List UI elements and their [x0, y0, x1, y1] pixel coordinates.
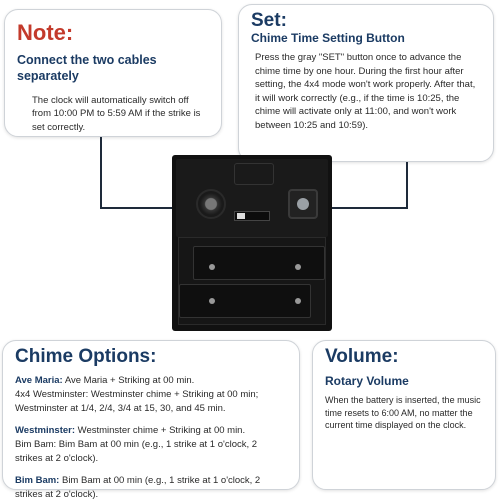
chime-text: Westminster chime + Striking at 00 min.	[75, 425, 246, 436]
chime-options-card	[2, 340, 300, 500]
volume-subtitle: Rotary Volume	[325, 374, 409, 388]
set-subtitle: Chime Time Setting Button	[251, 31, 405, 45]
set-title: Set:	[251, 10, 287, 31]
set-card	[238, 4, 494, 162]
set-connector-vertical	[406, 162, 408, 209]
chime-title: Chime Options:	[15, 346, 157, 367]
battery-slot-lower	[179, 284, 311, 318]
chime-text: Ave Maria + Striking at 00 min.	[62, 375, 195, 386]
chime-text: 4x4 Westminster: Westminster chime + Striking at 00 min; Westminster at 1/4, 2/4, 3/4 at 15, 30, and 45 min.	[15, 389, 259, 414]
chime-label: Ave Maria:	[15, 375, 63, 386]
note-title: Note:	[17, 20, 74, 45]
volume-knob	[196, 189, 226, 219]
note-connector-vertical	[100, 137, 102, 209]
chime-text: Bim Bam at 00 min (e.g., 1 strike at 1 o'clock, 2 strikes at 2 o'clock).	[15, 475, 261, 500]
note-card	[4, 9, 222, 137]
battery-contact	[209, 298, 215, 304]
chime-line	[15, 388, 287, 416]
chime-line	[15, 424, 287, 438]
note-body: The clock will automatically switch off from 10:00 PM to 5:59 AM if the strike is set correctly.	[32, 95, 201, 133]
set-button	[297, 198, 309, 210]
volume-title: Volume:	[325, 346, 399, 367]
set-body: Press the gray "SET" button once to advance the chime time by one hour. During the first hour after setting, the 4x4 mode won't work properly. After that, it will work correctly (e.g., if the time is 10:25, the chime will activate only at 11:00, and won't work between 10:25 and 10:59).	[255, 52, 476, 131]
chime-switch-knob	[237, 213, 245, 219]
battery-contact	[295, 298, 301, 304]
battery-compartment	[178, 237, 326, 325]
note-subtitle: Connect the two cables separately	[17, 53, 157, 83]
volume-body: When the battery is inserted, the music time resets to 6:00 AM, no matter the current time displayed on the clock.	[325, 395, 481, 431]
battery-contact	[209, 264, 215, 270]
chime-text: Bim Bam: Bim Bam at 00 min (e.g., 1 strike at 1 o'clock, 2 strikes at 2 o'clock).	[15, 439, 258, 464]
battery-contact	[295, 264, 301, 270]
set-button-frame	[288, 189, 318, 219]
volume-card	[312, 340, 496, 490]
chime-line	[15, 374, 287, 388]
chime-switch	[234, 211, 270, 221]
chime-line	[15, 474, 287, 502]
movement-slot	[234, 163, 274, 185]
chime-label: Bim Bam:	[15, 475, 60, 486]
battery-slot-upper	[193, 246, 325, 280]
clock-movement-image	[172, 155, 332, 331]
chime-label: Westminster:	[15, 425, 76, 436]
chime-line	[15, 438, 287, 466]
